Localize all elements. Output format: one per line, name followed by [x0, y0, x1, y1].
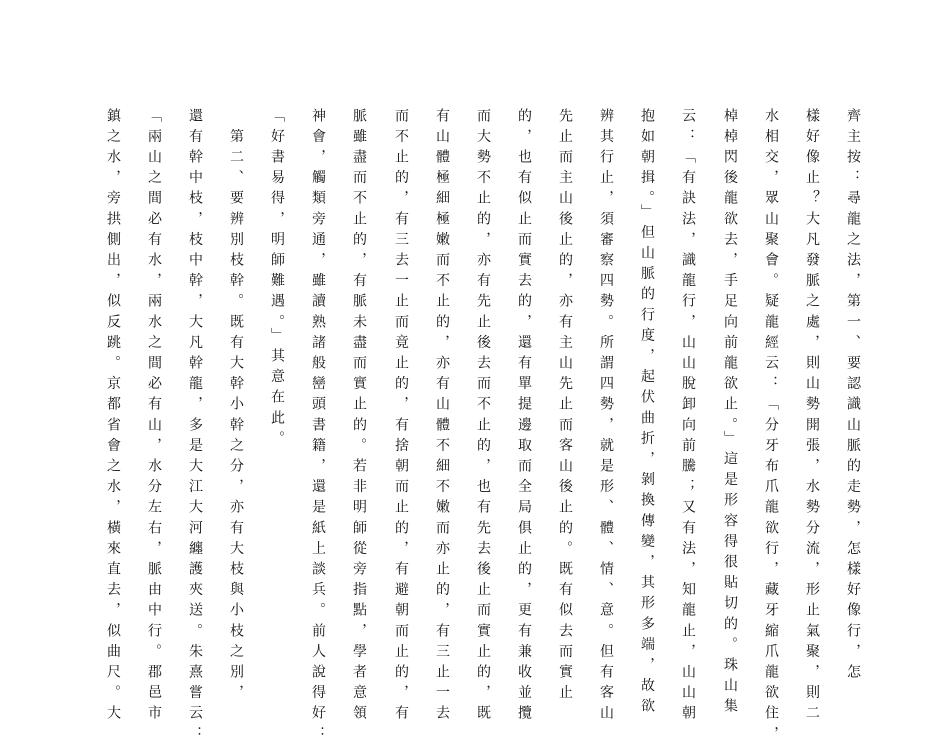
text-column-12: 而不止的，有三去一止而竟止的，有捨朝而止的，有避朝而止的，有: [393, 108, 409, 726]
text-column-7: 辨其行止，須審察四勢。所謂四勢，就是形、體、情、意。但有客山: [598, 108, 614, 726]
text-column-2: 樣好像止？大凡發脈之處，則山勢開張，水勢分流，形止氣聚，則二: [804, 108, 820, 726]
text-column-9: 的，也有似止而實去的，還有單提邊取而全局俱止的，更有兼收並攬: [516, 108, 532, 726]
text-column-8: 先止而主山後止的，亦有主山先止而客山後止的。既有似去而實止: [557, 108, 573, 706]
text-column-16: 第二、要辨別枝幹。既有大幹小幹之分，亦有大枝與小枝之別，: [228, 108, 244, 706]
text-column-1: 齊主按：尋龍之法，第一、要認識山脈的走勢，怎樣好像行，怎: [845, 108, 861, 685]
text-column-14: 神會，觸類旁通，雖讀熟諸般巒頭書籍，還是紙上談兵。前人說得好：: [310, 108, 326, 747]
text-column-18: 「兩山之間必有水，兩水之間必有山，水分左右，脈由中行。郡邑市: [146, 108, 162, 726]
text-column-5: 云：「有訣法，識龍行，山山脫卸向前騰；又有法，知龍止，山山朝: [680, 108, 696, 726]
text-column-17: 還有幹中枝，枝中幹，大凡幹龍，多是大江大河纏護夾送。朱熹嘗云：: [187, 108, 203, 747]
text-column-10: 而大勢不止的，亦有先止後去而不止的，也有先去後止而實止的，既: [475, 108, 491, 726]
text-column-3: 水相交，眾山聚會。疑龍經云：「分牙布爪龍欲行，藏牙縮爪龍欲住，: [763, 108, 779, 747]
text-column-13: 脈雖盡而不止的，有脈未盡而實止的。若非明師從旁指點，學者意領: [351, 108, 367, 726]
text-column-4: 棹棹閃後龍欲去，手足向前龍欲止。」這是形容得很貼切的。珠山集: [722, 108, 738, 719]
text-column-6: 抱如朝揖。」但山脈的行度，起伏曲折，剝換傳變，其形多端，故欲: [639, 108, 655, 719]
text-column-11: 有山體極細極嫩而不止的，亦有山體不細不嫩而亦止的，有三止一去: [434, 108, 450, 726]
text-column-19: 鎮之水，旁拱側出，似反跳。京都省會之水，橫來直去，似曲尺。大: [105, 108, 121, 726]
text-column-15: 「好書易得，明師難遇。」其意在此。: [269, 108, 285, 452]
